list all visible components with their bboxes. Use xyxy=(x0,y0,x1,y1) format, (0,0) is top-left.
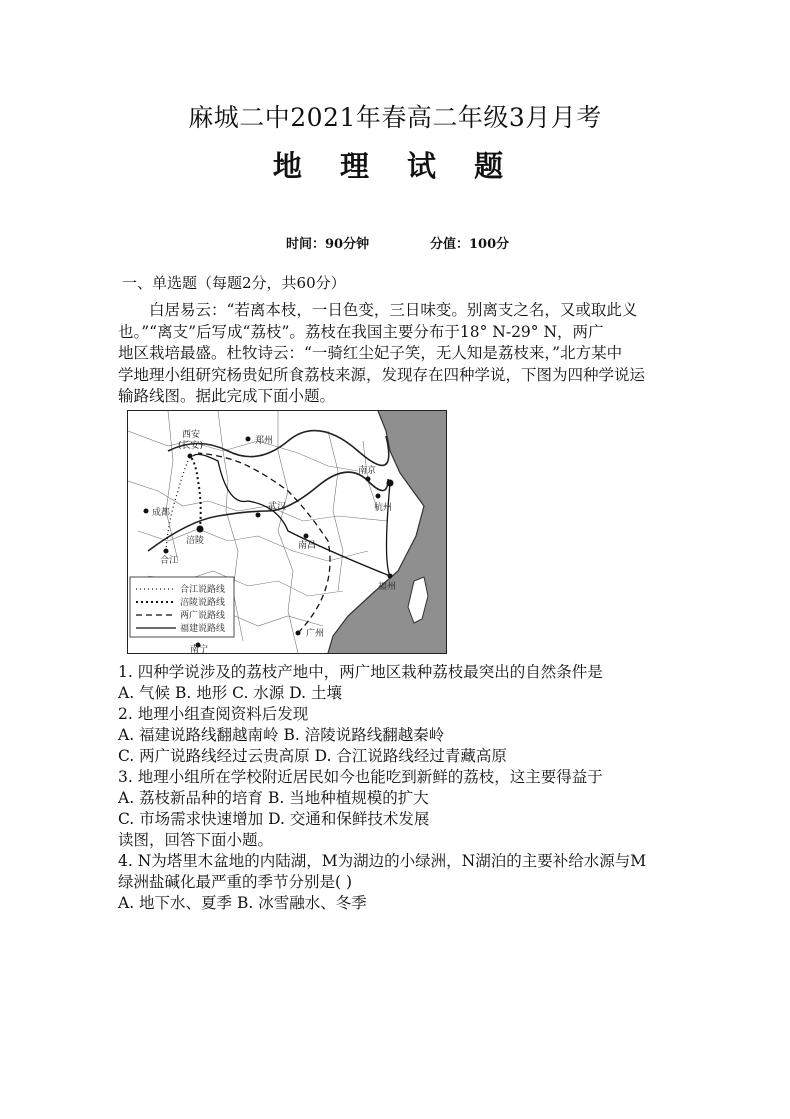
lychee-route-map xyxy=(127,410,447,654)
subject-title: 地 理 试 题 xyxy=(272,149,518,183)
passage-line: 也。”“离支”后写成“荔枝”。荔枝在我国主要分布于18° N-29° N，两广 xyxy=(118,322,604,341)
map-legend xyxy=(130,577,234,637)
question-1-options: A. 气候 B. 地形 C. 水源 D. 土壤 xyxy=(118,684,342,702)
question-1-stem: 1. 四种学说涉及的荔枝产地中，两广地区栽种荔枝最突出的自然条件是 xyxy=(118,663,603,681)
city-label-fuzhou: 福州 xyxy=(378,582,397,592)
city-label-nanning: 南宁 xyxy=(190,645,209,653)
city-label-xian: 西安 xyxy=(182,430,201,440)
city-label-hangzhou: 杭州 xyxy=(374,503,393,513)
legend-liangguang: 两广说路线 xyxy=(180,611,226,621)
exam-title: 麻城二中2021年春高二年级3月月考 xyxy=(188,103,602,132)
city-label-nanchang: 南昌 xyxy=(298,541,317,551)
city-label-nanjing: 南京 xyxy=(358,466,377,476)
question-2-options-ab: A. 福建说路线翻越南岭 B. 涪陵说路线翻越秦岭 xyxy=(118,726,445,744)
legend-fuling: 涪陵说路线 xyxy=(180,598,226,608)
passage xyxy=(118,300,678,408)
legend-hejiang: 合江说路线 xyxy=(180,585,226,595)
city-label-wuhan: 武汉 xyxy=(268,502,287,512)
passage-line: 学地理小组研究杨贵妃所食荔枝来源，发现存在四种学说，下图为四种学说运 xyxy=(118,365,646,384)
city-label-hejiang: 合江 xyxy=(160,556,179,566)
passage-line: 输路线图。据此完成下面小题。 xyxy=(118,387,336,405)
exam-score: 分值：100分 xyxy=(430,237,510,252)
city-label-zhengzhou: 郑州 xyxy=(255,436,274,446)
city-label-changan: (长安) xyxy=(178,441,204,451)
passage-line: 地区栽培最盛。杜牧诗云：“一骑红尘妃子笑，无人知是荔枝来，”北方某中 xyxy=(118,344,623,362)
city-label-chengdu: 成都 xyxy=(152,508,171,518)
question-4-stem-line2: 绿洲盐碱化最严重的季节分别是( ) xyxy=(118,873,353,891)
question-3-options-cd: C. 市场需求快速增加 D. 交通和保鲜技术发展 xyxy=(118,810,430,828)
question-4-options-ab: A. 地下水、夏季 B. 冰雪融水、冬季 xyxy=(118,894,367,912)
question-2-stem: 2. 地理小组查阅资料后发现 xyxy=(118,705,309,723)
city-label-guangzhou: 广州 xyxy=(306,629,325,639)
question-3-stem: 3. 地理小组所在学校附近居民如今也能吃到新鲜的荔枝，这主要得益于 xyxy=(118,768,603,786)
question-4-stem-line1: 4. N为塔里木盆地的内陆湖，M为湖边的小绿洲，N湖泊的主要补给水源与M xyxy=(118,852,647,870)
legend-fujian: 福建说路线 xyxy=(180,624,226,634)
question-2-options-cd: C. 两广说路线经过云贵高原 D. 合江说路线经过青藏高原 xyxy=(118,747,507,765)
fuling-route xyxy=(190,456,201,529)
read-map-instruction: 读图，回答下面小题。 xyxy=(118,831,274,849)
section-heading: 一、单选题（每题2分，共60分） xyxy=(122,274,346,292)
city-label-fuling: 涪陵 xyxy=(186,536,205,546)
exam-time: 时间：90分钟 xyxy=(286,237,370,252)
passage-line: 白居易云：“若离本枝，一日色变，三日味变。别离支之名，又或取此义 xyxy=(149,301,638,319)
question-3-options-ab: A. 荔枝新品种的培育 B. 当地种植规模的扩大 xyxy=(118,789,429,807)
